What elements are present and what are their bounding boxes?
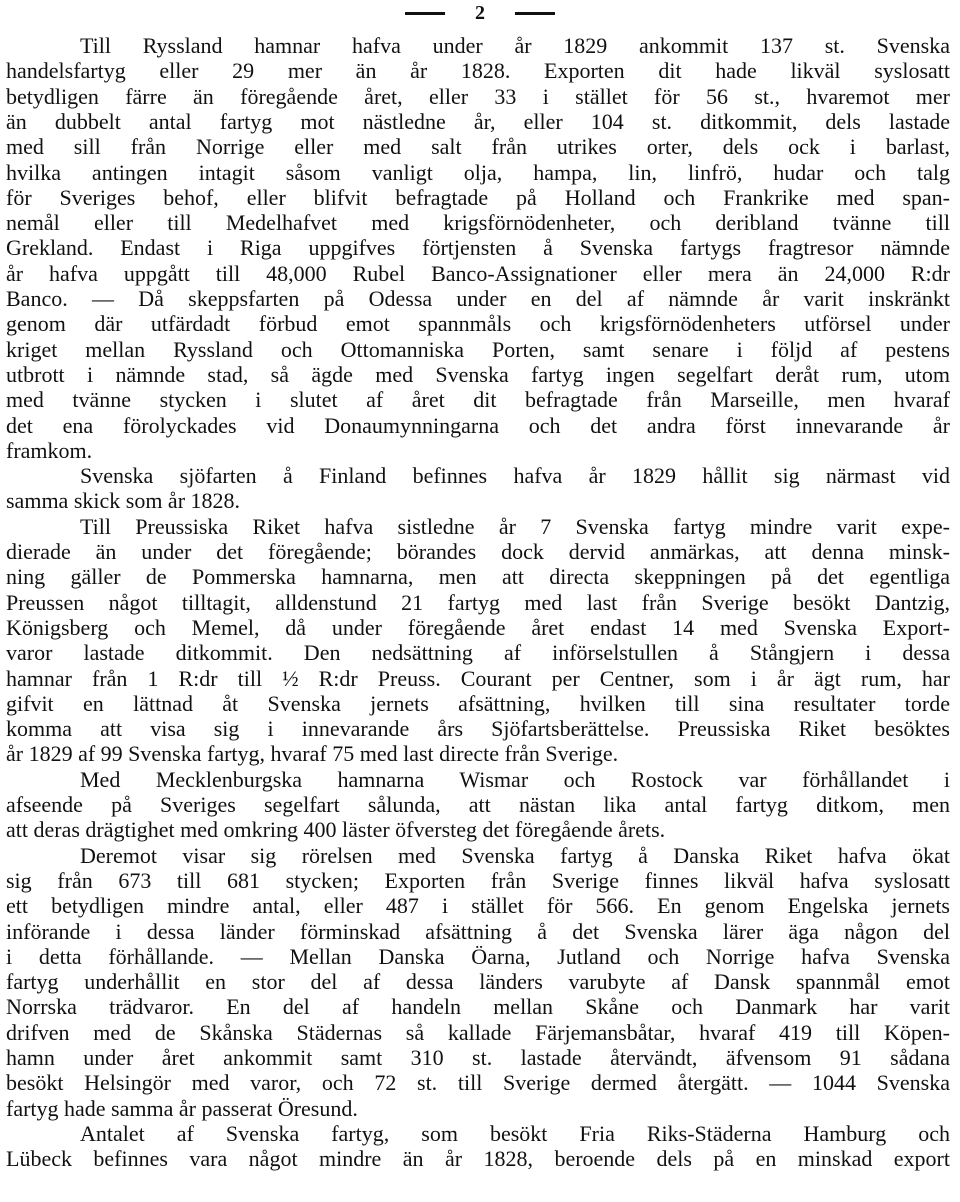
header-rule-left <box>405 12 445 15</box>
text-line: hamn under året ankommit samt 310 st. lastade återvändt, äfvensom 91 sådana <box>6 1046 950 1070</box>
text-line: år 1829 af 99 Svenska fartyg, hvaraf 75 med last directe från Sverige. <box>6 742 619 767</box>
text-line: sig från 673 till 681 stycken; Exporten från Sverige finnes likväl hafva syslosatt <box>6 868 950 893</box>
text-line: Antalet af Svenska fartyg, som besökt Fria Riks-Städerna Hamburg och <box>80 1121 950 1146</box>
text-line: Grekland. Endast i Riga uppgifves förtjensten å Svenska fartygs fragtresor nämnde <box>6 236 950 261</box>
text-line: varor lastade ditkommit. Den nedsättning af införselstullen å Stångjern i dessa <box>6 641 950 666</box>
text-line: fartyg hade samma år passerat Öresund. <box>6 1096 358 1121</box>
text-line: ning gäller de Pommerska hamnarna, men att directa skeppningen på det egentliga <box>6 565 950 590</box>
text-line: Preussen något tilltagit, alldenstund 21 fartyg med last från Sverige besökt Dantzig, <box>6 590 950 615</box>
page-number: 2 <box>475 2 485 24</box>
text-line: med tvänne stycken i slutet af året dit befragtade från Marseille, men hvaraf <box>6 388 950 413</box>
text-line: Deremot visar sig rörelsen med Svenska fartyg å Danska Riket hafva ökat <box>80 843 950 868</box>
text-line: med sill från Norrige eller med salt från utrikes orter, dels ock i barlast, <box>6 135 950 160</box>
text-line: afseende på Sveriges segelfart sålunda, att nästan lika antal fartyg ditkom, men <box>6 793 950 817</box>
text-line: komma att visa sig i innevarande års Sjöfartsberättelse. Preussiska Riket besöktes <box>6 717 950 742</box>
text-line: det ena förolyckades vid Donaumynningarna och det andra först innevarande år <box>6 413 950 438</box>
text-line: Königsberg och Memel, då under föregående året endast 14 med Svenska Export- <box>6 615 950 640</box>
text-line: fartyg underhållit en stor del af dessa länders varubyte af Dansk spannmål emot <box>6 970 950 995</box>
text-line: Till Preussiska Riket hafva sistledne år 7 Svenska fartyg mindre varit expe- <box>80 514 950 539</box>
text-line: år hafva uppgått till 48,000 Rubel Banco-Assignationer eller mera än 24,000 R:dr <box>6 261 950 286</box>
text-line: än dubbelt antal fartyg mot nästledne år, eller 104 st. ditkommit, dels lastade <box>6 109 950 134</box>
text-line: införande i dessa länder förminskad afsättning å det Svenska lärer äga någon del <box>6 919 950 944</box>
text-line: nemål eller till Medelhafvet med krigsförnödenheter, och deribland tvänne till <box>6 211 950 236</box>
text-line: Banco. — Då skeppsfarten på Odessa under en del af nämnde år varit inskränkt <box>6 287 950 311</box>
text-line: handelsfartyg eller 29 mer än år 1828. Exporten dit hade likväl syslosatt <box>6 59 950 84</box>
text-line: i detta förhållande. — Mellan Danska Öarna, Jutland och Norrige hafva Svenska <box>6 944 950 969</box>
text-line: kriget mellan Ryssland och Ottomanniska Porten, samt senare i följd af pestens <box>6 337 950 362</box>
page-header <box>0 0 960 26</box>
text-line: dierade än under det föregående; börandes dock dervid anmärkas, att denna minsk- <box>6 540 950 564</box>
text-line: utbrott i nämnde stad, så ägde med Svenska fartyg ingen segelfart deråt rum, utom <box>6 362 950 387</box>
text-line: framkom. <box>6 438 93 463</box>
text-line: hvilka antingen intagit såsom vanligt olja, hampa, lin, linfrö, hudar och talg <box>6 160 950 185</box>
header-rule-right <box>515 12 555 15</box>
text-line: Till Ryssland hamnar hafva under år 1829 ankommit 137 st. Svenska <box>80 34 950 58</box>
text-line: besökt Helsingör med varor, och 72 st. till Sverige dermed återgätt. — 1044 Svenska <box>6 1071 950 1096</box>
text-line: att deras drägtighet med omkring 400 läster öfversteg det föregående årets. <box>6 818 666 843</box>
text-line: ett betydligen mindre antal, eller 487 i stället för 566. En genom Engelska jernets <box>6 894 950 919</box>
text-line: samma skick som år 1828. <box>6 489 241 514</box>
text-line: drifven med de Skånska Städernas så kallade Färjemansbåtar, hvaraf 419 till Köpen- <box>6 1020 950 1045</box>
text-line: hamnar från 1 R:dr till ½ R:dr Preuss. Courant per Centner, som i år ägt rum, har <box>6 666 950 691</box>
text-line: betydligen färre än föregående året, eller 33 i stället för 56 st., hvaremot mer <box>6 84 950 109</box>
text-line: genom där utfärdadt förbud emot spannmåls och krigsförnödenheters utförsel under <box>6 312 950 337</box>
text-line: Med Mecklenburgska hamnarna Wismar och Rostock var förhållandet i <box>80 767 950 792</box>
text-line: Lübeck befinnes vara något mindre än år 1828, beroende dels på en minskad export <box>6 1147 950 1172</box>
text-line: Norrska trädvaror. En del af handeln mellan Skåne och Danmark har varit <box>6 995 950 1020</box>
text-line: för Sveriges behof, eller blifvit befragtade på Holland och Frankrike med span- <box>6 185 950 210</box>
text-line: gifvit en lättnad åt Svenska jernets afsättning, hvilken till sina resultater torde <box>6 691 950 716</box>
text-line: Svenska sjöfarten å Finland befinnes hafva år 1829 hållit sig närmast vid <box>80 464 950 489</box>
